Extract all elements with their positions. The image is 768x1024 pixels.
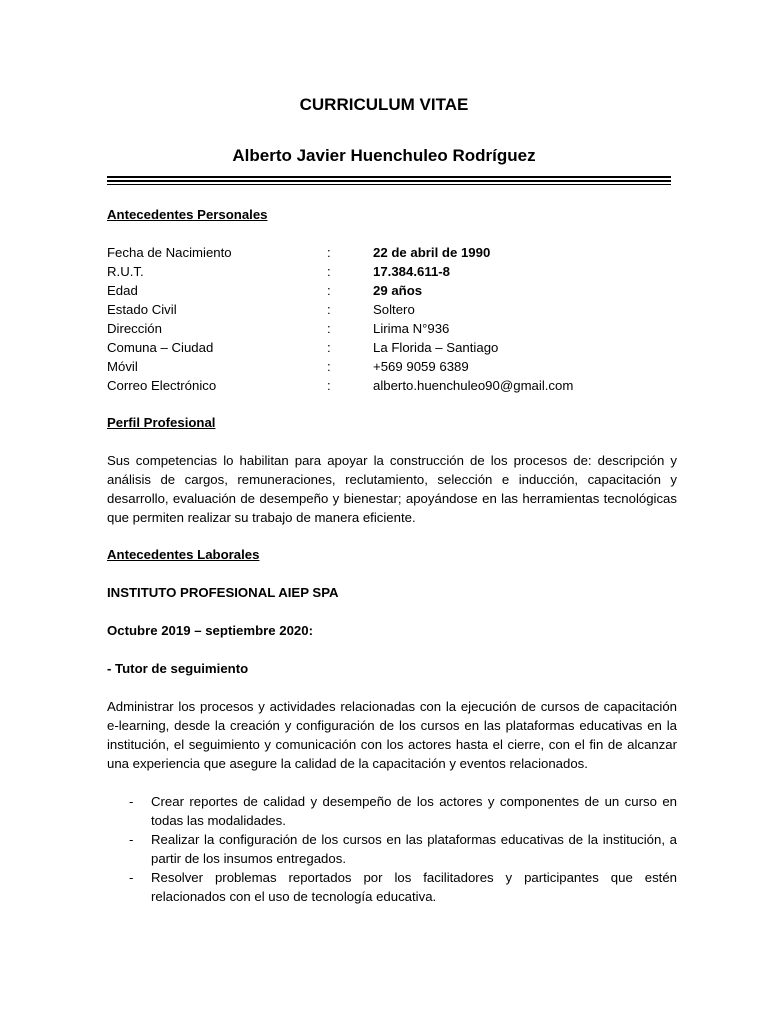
document-title: CURRICULUM VITAE xyxy=(299,95,469,114)
job-description: Administrar los procesos y actividades relacionadas con la ejecución de cursos de capacitación e-learning, desde la creación y configuración de los cursos en las plataformas educativas en la institución, el seguimiento y comunicación con los actores hasta el cierre, con el fin de alcanzar una experiencia que asegure la calidad de la capacitación y eventos relacionados. xyxy=(107,699,677,771)
title-divider-middle xyxy=(107,180,671,182)
profile-paragraph: Sus competencias lo habilitan para apoyar la construcción de los procesos de: descripción y análisis de cargos, remuneraciones, reclutamiento, selección e inducción, capacitación y desarrollo, evaluación de desempeño y bienestar; apoyándose en las herramientas tecnológicas que permiten realizar su trabajo de manera eficiente. xyxy=(107,453,677,525)
info-separator: : xyxy=(327,359,331,374)
info-value: 29 años xyxy=(373,283,423,298)
list-item xyxy=(107,792,677,830)
list-item xyxy=(107,830,677,868)
info-separator: : xyxy=(327,283,331,298)
info-value: Soltero xyxy=(373,302,415,317)
list-item-text: Resolver problemas reportados por los facilitadores y participantes que estén relacionados con el uso de tecnología educativa. xyxy=(151,870,677,904)
info-value: 22 de abril de 1990 xyxy=(373,245,491,260)
list-item-text: Crear reportes de calidad y desempeño de los actores y componentes de un curso en todas las modalidades. xyxy=(151,794,677,828)
info-label: Edad xyxy=(107,283,138,298)
title-divider-bottom xyxy=(107,184,671,185)
info-value: +569 9059 6389 xyxy=(373,359,469,374)
info-row-birthdate xyxy=(107,243,707,262)
job-role: - Tutor de seguimiento xyxy=(107,661,249,676)
section-heading-profile: Perfil Profesional xyxy=(107,415,216,430)
bullet-dash: - xyxy=(129,832,134,847)
info-row-rut xyxy=(107,262,707,281)
info-row-civil-status xyxy=(107,300,707,319)
title-divider-top xyxy=(107,176,671,178)
candidate-name: Alberto Javier Huenchuleo Rodríguez xyxy=(232,146,536,165)
info-row-address xyxy=(107,319,707,338)
info-value: La Florida – Santiago xyxy=(373,340,499,355)
info-value: Lirima N°936 xyxy=(373,321,450,336)
info-label: Dirección xyxy=(107,321,162,336)
info-label: Móvil xyxy=(107,359,138,374)
info-row-email xyxy=(107,376,707,395)
info-separator: : xyxy=(327,245,331,260)
bullet-dash: - xyxy=(129,870,134,885)
info-value: 17.384.611-8 xyxy=(373,264,450,279)
section-heading-personal: Antecedentes Personales xyxy=(107,207,268,222)
info-label: R.U.T. xyxy=(107,264,144,279)
job-tasks-list xyxy=(107,792,677,906)
list-item xyxy=(107,868,677,906)
info-label: Fecha de Nacimiento xyxy=(107,245,232,260)
info-separator: : xyxy=(327,378,331,393)
list-item-text: Realizar la configuración de los cursos en las plataformas educativas de la institución, a partir de los insumos entregados. xyxy=(151,832,677,866)
info-row-city xyxy=(107,338,707,357)
info-separator: : xyxy=(327,264,331,279)
info-separator: : xyxy=(327,302,331,317)
bullet-dash: - xyxy=(129,794,134,809)
info-label: Estado Civil xyxy=(107,302,177,317)
work-period: Octubre 2019 – septiembre 2020: xyxy=(107,623,313,638)
info-row-mobile xyxy=(107,357,707,376)
info-label: Correo Electrónico xyxy=(107,378,217,393)
company-name: INSTITUTO PROFESIONAL AIEP SPA xyxy=(107,585,339,600)
info-row-age xyxy=(107,281,707,300)
info-separator: : xyxy=(327,321,331,336)
info-label: Comuna – Ciudad xyxy=(107,340,214,355)
info-separator: : xyxy=(327,340,331,355)
section-heading-work: Antecedentes Laborales xyxy=(107,547,260,562)
info-value: alberto.huenchuleo90@gmail.com xyxy=(373,378,574,393)
